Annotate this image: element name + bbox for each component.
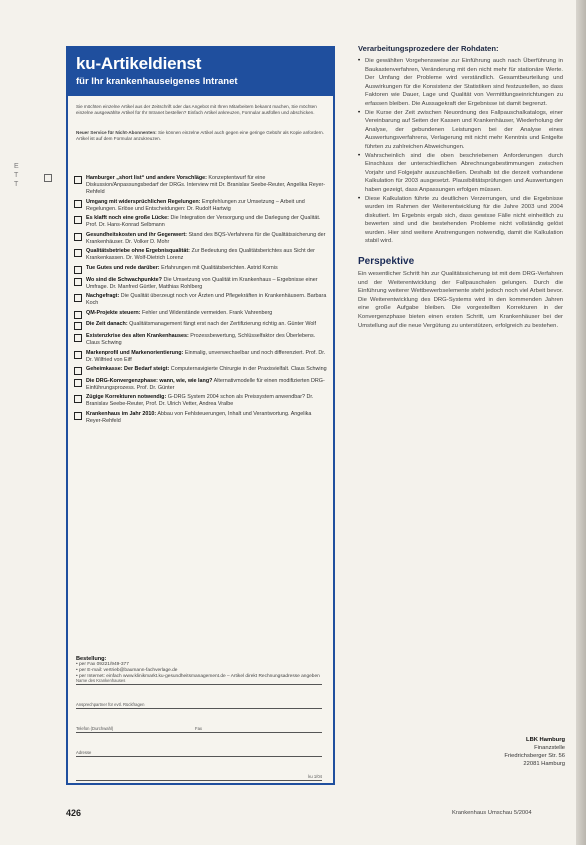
article-entry-title: Nachgefragt:: [86, 293, 120, 300]
article-entry-title: Hamburger „short list“ und andere Vorschläge:: [86, 175, 207, 181]
article-order-form: [66, 46, 335, 785]
section-heading: Verarbeitungsprozedere der Rohdaten:: [358, 44, 499, 53]
article-entry-description: Zur Bedeutung des Qualitätsberichtes aus Sicht der Krankenkassen. Dr. Wolf-Dietrich Lorenz: [86, 248, 315, 262]
article-entry-text: [86, 215, 328, 229]
article-entry-description: Die Qualität überzeugt noch vor Ärzten und Pflegekräften in Krankenhäusern. Barbara Koch: [86, 293, 327, 307]
field-label: Ansprechpartner für evtl. Rückfragen: [76, 702, 145, 707]
article-entry-text: [86, 411, 328, 425]
margin-note: [14, 162, 19, 189]
article-entry-description: Alternativmodelle für einen modifizierten DRG-Einführungsprozess. Prof. Dr. Günter: [86, 377, 325, 391]
article-entry-title: QM-Projekte steuern:: [86, 309, 141, 316]
order-form-note-text: Sie können einzelne Artikel auch gegen eine geringe Gebühr als Kopie anfordern. Artikel ist auf dem Formular anzukreuzen.: [76, 130, 324, 141]
bullet-paragraph: [358, 57, 563, 109]
article-entry-text: [86, 293, 328, 307]
article-checklist-item: [74, 310, 328, 319]
article-entry-text: [86, 232, 328, 246]
bullet-icon: •: [358, 58, 361, 64]
article-entry-title: Es klafft noch eine große Lücke:: [86, 215, 169, 222]
order-instruction-line: • per E-mail: vertrieb@baumann-fachverlage.de: [76, 668, 178, 673]
article-entry-title: Zügige Korrekturen notwendig:: [86, 394, 167, 401]
margin-char: T: [14, 181, 19, 188]
order-form-intro: Sie möchten einzelne Artikel aus der Zeitschrift oder das Angebot mit Ihren Mitarbeitern bekannt machen, Sie möchten einzelne ausgewählte Artikel für Ihr Intranet bestellen? Einfach Artikel ankreuzen, Formular ausfüllen und abschicken.: [76, 104, 317, 115]
address-line-2-field[interactable]: [76, 766, 322, 781]
article-checkbox[interactable]: [74, 176, 82, 184]
article-entry-description: Einmalig, unverwechselbar und noch differenziert. Prof. Dr. Dr. Wilfried von Eiff: [86, 349, 326, 363]
article-checklist-item: [74, 378, 328, 392]
article-entry-description: Stand des BQS-Verfahrens für die Qualitätssicherung der Krankenhäuser. Dr. Volker D. Mohr: [86, 231, 326, 245]
order-form-subtitle: für Ihr krankenhauseigenes Intranet: [76, 76, 238, 87]
article-entry-text: [86, 175, 328, 196]
article-checkbox[interactable]: [74, 412, 82, 420]
page-binding-shadow: [576, 0, 586, 845]
signature-line: LBK Hamburg: [526, 737, 565, 743]
signature-line: Finanzstelle: [534, 745, 565, 751]
article-checkbox[interactable]: [74, 249, 82, 257]
article-entry-description: Empfehlungen zur Umsetzung – Arbeit und Regelungen. Erlöse und Entscheidungen: Dr. Rudolf Hartwig: [86, 198, 305, 212]
order-instructions-title: Bestellung:: [76, 656, 107, 662]
article-checkbox[interactable]: [74, 294, 82, 302]
article-entry-description: Erfahrungen mit Qualitätsberichten. Astrid Kornis: [161, 264, 278, 271]
article-entry-title: Existenzkrise des alten Krankenhauses:: [86, 332, 189, 339]
bullet-text: Diese Kalkulation führte zu deutlichen Verzerrungen, und die Ergebnisse wurden im Rahmen der Weiterentwicklung für die Jahre 2003 und 2004 diskutiert. Im Ergebnis ergab sich, dass gewisse Fälle nicht einheitlich zu bewerten sind und die bestehenden Probleme nicht vollständig gelöst wurden. Hier sind weitere Anstrengungen notwendig, damit die Kalkulation stabil wird.: [365, 195, 563, 245]
article-checklist-item: [74, 333, 328, 347]
article-checkbox[interactable]: [74, 266, 82, 274]
article-checklist-item: [74, 265, 328, 274]
order-form-note-label: Neuer Service für Nicht-Abonnenten:: [76, 130, 157, 135]
article-entry-description: Fehler und Widerstände vermeiden. Frank Vahrenberg: [142, 309, 273, 316]
field-label: Telefon (Durchwahl): [76, 726, 114, 731]
bullet-paragraph: [358, 109, 563, 152]
article-entry-description: Qualitätsmanagement fängt erst nach der Zertifizierung richtig an. Günter Wolf: [129, 321, 317, 328]
article-checkbox[interactable]: [74, 379, 82, 387]
article-checklist-item: [74, 321, 328, 330]
phone-fax-field[interactable]: [76, 718, 322, 733]
article-checkbox[interactable]: [74, 278, 82, 286]
order-instruction-line: • per Internet: einfach www.klinikmarkt.ku-gesundheitsmanagement.de – Artikel direkt Rechnungsadresse angeben: [76, 674, 320, 679]
field-label-fax: Fax: [195, 726, 202, 731]
bullet-paragraph: [358, 195, 563, 247]
article-checklist-item: [74, 366, 328, 375]
article-entry-text: [86, 394, 328, 408]
article-checklist-item: [74, 411, 328, 425]
article-checklist-item: [74, 248, 328, 262]
article-entry-title: Tue Gutes und rede darüber:: [86, 264, 160, 271]
article-checkbox[interactable]: [74, 322, 82, 330]
article-checklist-item: [74, 175, 328, 196]
article-checklist-item: [74, 277, 328, 291]
article-entry-description: Computernavigierte Chirurgie in der Praxisvielfalt. Claus Schwing: [170, 366, 327, 373]
article-entry-title: Umgang mit widersprüchlichen Regelungen:: [86, 198, 201, 205]
article-entry-title: Die Zeit danach:: [86, 321, 128, 328]
article-checklist-item: [74, 394, 328, 408]
perspective-heading: Perspektive: [358, 256, 415, 268]
article-entry-title: Krankenhaus im Jahr 2010:: [86, 410, 157, 417]
article-entry-text: [86, 248, 328, 262]
article-checklist: [74, 175, 328, 428]
order-form-header: [68, 48, 333, 96]
page-number: 426: [66, 808, 82, 818]
article-entry-description: Die Integration der Versorgung und die Darlegung der Qualität. Prof. Dr. Hans-Konrad Selbmann: [86, 215, 321, 229]
article-entry-text: [86, 333, 328, 347]
author-signature: [440, 736, 565, 768]
article-entry-description: Prozessbewertung, Schlüsselfaktor des Überlebens. Claus Schwing: [86, 332, 316, 346]
article-checkbox[interactable]: [74, 311, 82, 319]
article-entry-text: [86, 350, 328, 364]
contact-person-field[interactable]: [76, 694, 322, 709]
article-entry-text: [86, 366, 327, 375]
article-checklist-item: [74, 232, 328, 246]
form-code: ku 1/04: [308, 774, 322, 779]
bullet-paragraph: [358, 152, 563, 195]
bullet-icon: •: [358, 152, 361, 159]
bullet-text: Die gewählten Vorgehensweise zur Einführung auch nach Überführung in Baukastenverfahren, Veränderung mit den nicht mehr für stationäre Werte. Der Umfang der Probleme wird verständlich. Gesamtbeurteilung und Auswirkungen für die Konsistenz der Statistiken sind festzustellen, so dass Faktoren wie Dauer, Lage und Qualität von Vermittlungseinrichtungen zu erfassen bleiben. Die Aussagekraft der Ergebnisse ist damit begrenzt.: [365, 58, 563, 107]
margin-char: T: [14, 172, 19, 179]
journal-footer: Krankenhaus Umschau 5/2004: [452, 810, 532, 816]
article-entry-text: [86, 199, 328, 213]
article-entry-title: Geheimkasse: Der Bedarf steigt:: [86, 366, 170, 373]
address-field[interactable]: [76, 742, 322, 757]
article-checkbox[interactable]: [74, 395, 82, 403]
article-entry-title: Qualitätsbetriebe ohne Ergebnisqualität:: [86, 248, 190, 255]
article-right-column: [358, 44, 563, 330]
article-checklist-item: [74, 199, 328, 213]
article-checkbox[interactable]: [74, 233, 82, 241]
margin-char: E: [14, 163, 19, 170]
article-entry-description: Abbau von Fehlsteuerungen, Inhalt und Verantwortung. Angelika Reyer-Rehfeld: [86, 410, 312, 424]
bullet-icon: •: [358, 195, 361, 202]
article-entry-text: [86, 277, 328, 291]
article-checklist-item: [74, 215, 328, 229]
article-entry-text: [86, 310, 272, 319]
field-label: Name des Krankenhauses: [76, 678, 126, 683]
article-entry-description: Die Umsetzung von Qualität im Krankenhaus – Ergebnisse einer Umfrage. Dr. Manfred Gürtler, Matthias Rohlberg: [86, 276, 318, 290]
article-entry-text: [86, 321, 316, 330]
signature-line: 22081 Hamburg: [523, 761, 565, 767]
signature-line: Friedrichsberger Str. 56: [504, 753, 565, 759]
bullet-icon: •: [358, 109, 361, 116]
order-instruction-line: • per Fax 09221/949-377: [76, 662, 129, 667]
order-form-title: ku-Artikeldienst: [76, 54, 202, 73]
article-checkbox[interactable]: [74, 351, 82, 359]
bullet-text: Wahrscheinlich sind die oben beschriebenen Anforderungen durch Einschluss der unterschiedlichen Abrechnungsbestimmungen zwischen Vorjahr und Folgejahr auszuschließen. Deshalb ist die derzeit vorhandene Kalkulation für 2003 ausgesetzt. Plausibilitätsprüfungen und Auswertungen haben gezeigt, dass Anpassungen erfolgen müssen.: [365, 152, 563, 193]
article-entry-title: Gesundheitskosten und ihr Gegenwert:: [86, 231, 187, 238]
article-entry-title: Die DRG-Konvergenzphase: wann, wie, wie lang?: [86, 377, 213, 384]
article-checkbox[interactable]: [74, 367, 82, 375]
margin-box-icon: [44, 174, 52, 182]
perspective-text: Ein wesentlicher Schritt hin zur Qualitätssicherung ist mit dem DRG-Verfahren und der Weiterentwicklung der Fallpauschalen gelungen. Durch die Einführung weiterer Wettbewerbselemente steht jedoch noch viel Arbeit bevor. Die Weiterentwicklung des DRG-Systems wird in den kommenden Jahren eine große Aufgabe bleiben. Die vorgestellten Korrekturen in der Konvergenzphase bieten einen ersten Schritt, um Krankenhäuser bei der Umstellung auf die neue Vergütung zu unterstützen, erfolgreich zu bestehen.: [358, 271, 563, 329]
article-entry-description: G-DRG System 2004 schon als Preissystem anwendbar? Dr. Branislav Seebe-Reuter, Prof. Dr. Ulrich Vetter, Andrea Vralbe: [86, 394, 314, 408]
bullet-text: Die Kurse der Zeit zwischen Neuordnung des Fallpauschalkatalogs, einer Vereinbarung auf Seiten der Kassen und Krankenhäuser, Wiederholung der Analyse, der gebundenen Leistungen bei der Analyse eines Auswertungsverfahrens, Verlagerung mit nicht mehr Kenntnis und Entgelte führten zu zahlreichen Abweichungen.: [365, 109, 563, 150]
article-entry-title: Wo sind die Schwachpunkte?: [86, 276, 162, 283]
article-checkbox[interactable]: [74, 200, 82, 208]
article-checkbox[interactable]: [74, 216, 82, 224]
article-checkbox[interactable]: [74, 334, 82, 342]
article-checklist-item: [74, 350, 328, 364]
article-checklist-item: [74, 293, 328, 307]
article-entry-text: [86, 378, 328, 392]
order-form-note: [76, 130, 326, 142]
article-entry-description: Konzeptentwurf für eine Diskussion/Anpassungsbedarf der DRGs. Interview mit Dr. Branislav Seebe-Reuter, Angelika Reyer-Rehfeld: [86, 175, 326, 195]
article-entry-text: [86, 265, 278, 274]
hospital-name-field[interactable]: [76, 670, 322, 685]
field-label: Adresse: [76, 750, 92, 755]
article-entry-title: Markenprofil und Markenorientierung:: [86, 349, 184, 356]
